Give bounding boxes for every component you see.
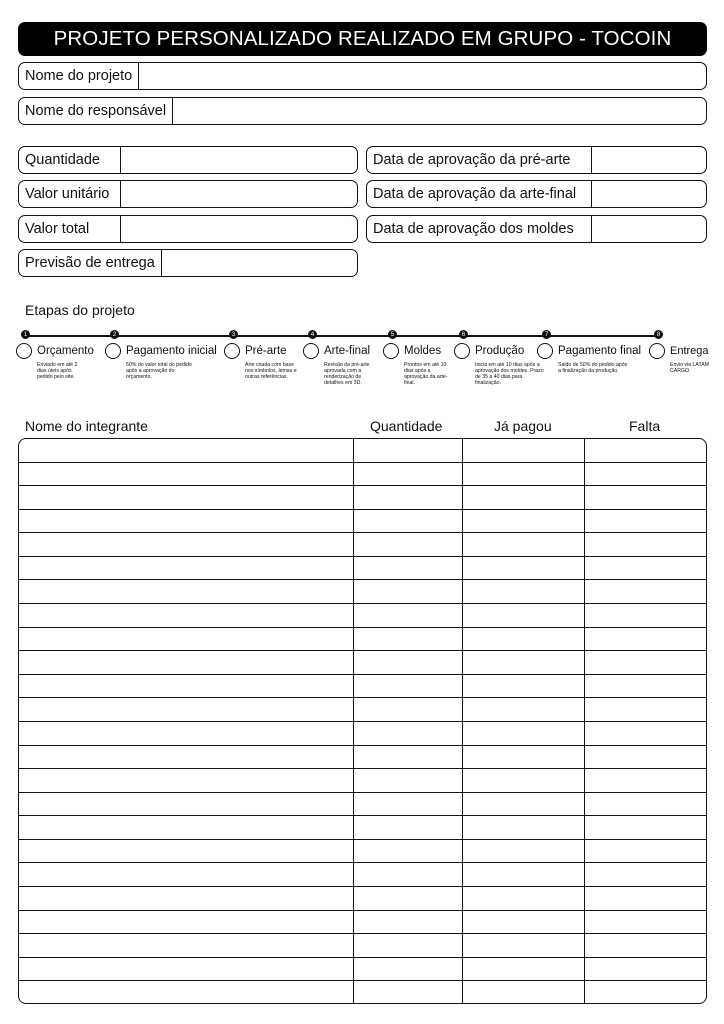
total-value-label: Valor total <box>19 216 121 242</box>
quantity-cell[interactable] <box>354 887 462 910</box>
paid-cell[interactable] <box>463 934 584 957</box>
table-row <box>19 793 706 817</box>
quantity-cell[interactable] <box>354 746 462 769</box>
quantity-value[interactable] <box>121 147 357 173</box>
final-art-approval-field[interactable] <box>366 180 707 208</box>
header-member-name: Nome do integrante <box>25 418 148 434</box>
stage-description: Saldo de 50% do pedido após a finalização da produção. <box>558 362 628 374</box>
stage-description: Prontos em até 10 dias após a aprovação da arte-final. <box>404 362 448 386</box>
quantity-cell[interactable] <box>354 604 462 627</box>
quantity-cell[interactable] <box>354 628 462 651</box>
stages-timeline <box>0 326 724 398</box>
responsible-name-field[interactable] <box>18 97 707 125</box>
table-row <box>19 958 706 982</box>
header-remaining: Falta <box>629 418 661 434</box>
remaining-cell[interactable] <box>585 675 707 698</box>
unit-value-field[interactable] <box>18 180 358 208</box>
total-value-field[interactable] <box>18 215 358 243</box>
molds-approval-field[interactable] <box>366 215 707 243</box>
paid-cell[interactable] <box>463 769 584 792</box>
paid-cell[interactable] <box>463 533 584 556</box>
member-name-cell[interactable] <box>19 722 353 745</box>
paid-cell[interactable] <box>463 722 584 745</box>
stage-checkbox[interactable] <box>649 343 665 359</box>
stage-name: Pagamento inicial <box>126 345 217 357</box>
table-row <box>19 887 706 911</box>
paid-cell[interactable] <box>463 981 584 1004</box>
remaining-cell[interactable] <box>585 628 707 651</box>
final-art-approval-label: Data de aprovação da arte-final <box>367 181 592 207</box>
table-row <box>19 439 706 463</box>
quantity-cell[interactable] <box>354 958 462 981</box>
remaining-cell[interactable] <box>585 887 707 910</box>
remaining-cell[interactable] <box>585 510 707 533</box>
paid-cell[interactable] <box>463 604 584 627</box>
stage-checkbox[interactable] <box>16 343 32 359</box>
stage-description: Enviado em até 2 dias úteis após pedido pelo site. <box>37 362 78 380</box>
quantity-cell[interactable] <box>354 510 462 533</box>
quantity-cell[interactable] <box>354 698 462 721</box>
remaining-cell[interactable] <box>585 698 707 721</box>
stage-checkbox[interactable] <box>454 343 470 359</box>
paid-cell[interactable] <box>463 463 584 486</box>
member-name-cell[interactable] <box>19 958 353 981</box>
paid-cell[interactable] <box>463 887 584 910</box>
stage-number: 3 <box>229 330 238 339</box>
table-row <box>19 934 706 958</box>
stage-number: 6 <box>459 330 468 339</box>
member-name-cell[interactable] <box>19 698 353 721</box>
stage-description: 50% do valor total do pedido após a aprovação do orçamento. <box>126 362 192 380</box>
remaining-cell[interactable] <box>585 934 707 957</box>
table-row <box>19 581 706 605</box>
table-row <box>19 769 706 793</box>
table-row <box>19 510 706 534</box>
quantity-cell[interactable] <box>354 439 462 462</box>
stage-checkbox[interactable] <box>383 343 399 359</box>
remaining-cell[interactable] <box>585 486 707 509</box>
paid-cell[interactable] <box>463 581 584 604</box>
project-name-label: Nome do projeto <box>19 63 139 89</box>
quantity-cell[interactable] <box>354 557 462 580</box>
quantity-field[interactable] <box>18 146 358 174</box>
stage-name: Moldes <box>404 345 442 357</box>
remaining-cell[interactable] <box>585 533 707 556</box>
stage-number: 2 <box>110 330 119 339</box>
quantity-cell[interactable] <box>354 840 462 863</box>
delivery-forecast-value[interactable] <box>162 250 357 276</box>
remaining-cell[interactable] <box>585 722 707 745</box>
table-row <box>19 981 706 1004</box>
paid-cell[interactable] <box>463 651 584 674</box>
quantity-cell[interactable] <box>354 581 462 604</box>
table-row <box>19 746 706 770</box>
stage-number: 7 <box>542 330 551 339</box>
member-name-cell[interactable] <box>19 793 353 816</box>
table-row <box>19 533 706 557</box>
table-row <box>19 486 706 510</box>
table-row <box>19 722 706 746</box>
quantity-cell[interactable] <box>354 675 462 698</box>
project-name-field[interactable] <box>18 62 707 90</box>
table-row <box>19 911 706 935</box>
paid-cell[interactable] <box>463 698 584 721</box>
quantity-cell[interactable] <box>354 533 462 556</box>
remaining-cell[interactable] <box>585 816 707 839</box>
stage-checkbox[interactable] <box>303 343 319 359</box>
stage-number: 4 <box>308 330 317 339</box>
remaining-cell[interactable] <box>585 840 707 863</box>
stage-name: Produção <box>475 345 525 357</box>
stage-number: 8 <box>654 330 663 339</box>
stage-name: Pagamento final <box>558 345 642 357</box>
member-name-cell[interactable] <box>19 675 353 698</box>
stage-checkbox[interactable] <box>105 343 121 359</box>
remaining-cell[interactable] <box>585 557 707 580</box>
table-row <box>19 698 706 722</box>
pre-art-approval-label: Data de aprovação da pré-arte <box>367 147 592 173</box>
member-name-cell[interactable] <box>19 816 353 839</box>
remaining-cell[interactable] <box>585 793 707 816</box>
responsible-name-label: Nome do responsável <box>19 98 173 124</box>
member-name-cell[interactable] <box>19 651 353 674</box>
remaining-cell[interactable] <box>585 604 707 627</box>
table-row <box>19 840 706 864</box>
table-row <box>19 604 706 628</box>
remaining-cell[interactable] <box>585 463 707 486</box>
paid-cell[interactable] <box>463 793 584 816</box>
member-name-cell[interactable] <box>19 557 353 580</box>
paid-cell[interactable] <box>463 816 584 839</box>
molds-approval-label: Data de aprovação dos moldes <box>367 216 592 242</box>
quantity-cell[interactable] <box>354 864 462 887</box>
paid-cell[interactable] <box>463 557 584 580</box>
stage-number: 1 <box>21 330 30 339</box>
remaining-cell[interactable] <box>585 581 707 604</box>
header-quantity: Quantidade <box>370 418 443 434</box>
quantity-cell[interactable] <box>354 463 462 486</box>
member-name-cell[interactable] <box>19 463 353 486</box>
delivery-forecast-label: Previsão de entrega <box>19 250 162 276</box>
member-name-cell[interactable] <box>19 628 353 651</box>
stage-checkbox[interactable] <box>537 343 553 359</box>
quantity-cell[interactable] <box>354 934 462 957</box>
remaining-cell[interactable] <box>585 769 707 792</box>
remaining-cell[interactable] <box>585 981 707 1004</box>
remaining-cell[interactable] <box>585 911 707 934</box>
stage-name: Pré-arte <box>245 345 287 357</box>
stage-name: Orçamento <box>37 345 94 357</box>
member-name-cell[interactable] <box>19 911 353 934</box>
stage-checkbox[interactable] <box>224 343 240 359</box>
total-value-value[interactable] <box>121 216 357 242</box>
table-row <box>19 816 706 840</box>
table-row <box>19 864 706 888</box>
members-table <box>18 438 707 1004</box>
responsible-name-value[interactable] <box>173 98 706 124</box>
member-name-cell[interactable] <box>19 934 353 957</box>
header-already-paid: Já pagou <box>494 418 552 434</box>
pre-art-approval-value[interactable] <box>592 147 706 173</box>
paid-cell[interactable] <box>463 840 584 863</box>
stage-description: Revisão da pré-arte aprovada com a renderização de detalhes em 3D. <box>324 362 370 386</box>
stage-name: Arte-final <box>324 345 371 357</box>
table-row <box>19 463 706 487</box>
project-name-value[interactable] <box>139 63 706 89</box>
table-row <box>19 628 706 652</box>
member-name-cell[interactable] <box>19 581 353 604</box>
stage-number: 5 <box>388 330 397 339</box>
page-title: PROJETO PERSONALIZADO REALIZADO EM GRUPO - TOCOIN <box>18 22 707 56</box>
member-name-cell[interactable] <box>19 486 353 509</box>
table-row <box>19 675 706 699</box>
member-name-cell[interactable] <box>19 887 353 910</box>
quantity-cell[interactable] <box>354 981 462 1004</box>
quantity-cell[interactable] <box>354 769 462 792</box>
unit-value-value[interactable] <box>121 181 357 207</box>
stage-description: Envio via LATAM CARGO. <box>670 362 710 374</box>
member-name-cell[interactable] <box>19 981 353 1004</box>
paid-cell[interactable] <box>463 439 584 462</box>
final-art-approval-value[interactable] <box>592 181 706 207</box>
paid-cell[interactable] <box>463 486 584 509</box>
molds-approval-value[interactable] <box>592 216 706 242</box>
unit-value-label: Valor unitário <box>19 181 121 207</box>
quantity-cell[interactable] <box>354 816 462 839</box>
quantity-cell[interactable] <box>354 911 462 934</box>
member-name-cell[interactable] <box>19 439 353 462</box>
stage-description: Inicia em até 10 dias após a aprovação dos moldes. Prazo de 35 a 40 dias para finalização. <box>475 362 544 386</box>
paid-cell[interactable] <box>463 864 584 887</box>
table-row <box>19 651 706 675</box>
remaining-cell[interactable] <box>585 651 707 674</box>
quantity-label: Quantidade <box>19 147 121 173</box>
paid-cell[interactable] <box>463 675 584 698</box>
stage-name: Entrega <box>670 345 709 357</box>
table-row <box>19 557 706 581</box>
pre-art-approval-field[interactable] <box>366 146 707 174</box>
paid-cell[interactable] <box>463 911 584 934</box>
remaining-cell[interactable] <box>585 864 707 887</box>
timeline-line <box>25 335 657 337</box>
member-name-cell[interactable] <box>19 604 353 627</box>
remaining-cell[interactable] <box>585 439 707 462</box>
stage-description: Arte criada com base nos símbolos, lemas e outras referências. <box>245 362 297 380</box>
quantity-cell[interactable] <box>354 486 462 509</box>
stages-title: Etapas do projeto <box>25 302 135 318</box>
member-name-cell[interactable] <box>19 746 353 769</box>
paid-cell[interactable] <box>463 510 584 533</box>
member-name-cell[interactable] <box>19 769 353 792</box>
member-name-cell[interactable] <box>19 510 353 533</box>
quantity-cell[interactable] <box>354 722 462 745</box>
paid-cell[interactable] <box>463 746 584 769</box>
remaining-cell[interactable] <box>585 746 707 769</box>
member-name-cell[interactable] <box>19 864 353 887</box>
delivery-forecast-field[interactable] <box>18 249 358 277</box>
paid-cell[interactable] <box>463 958 584 981</box>
quantity-cell[interactable] <box>354 651 462 674</box>
member-name-cell[interactable] <box>19 533 353 556</box>
member-name-cell[interactable] <box>19 840 353 863</box>
paid-cell[interactable] <box>463 628 584 651</box>
quantity-cell[interactable] <box>354 793 462 816</box>
remaining-cell[interactable] <box>585 958 707 981</box>
